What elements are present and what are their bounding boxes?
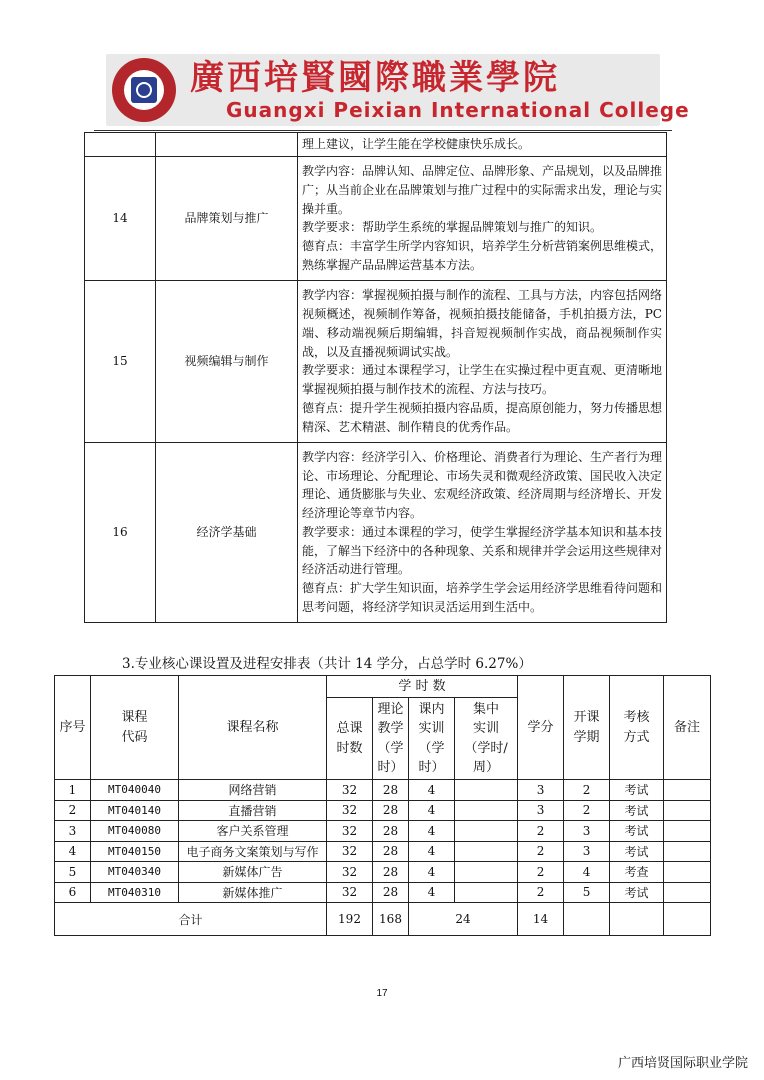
header-intensive: 集中 实训 （学时/ 周） <box>455 698 518 780</box>
teaching-requirement: 教学要求：通过本课程的学习，使学生掌握经济学基本知识和基本技能，了解当下经济中的各种现象、关系和规律并学会运用这些规律对经济活动进行管理。 <box>302 524 663 577</box>
cell-name: 网络营销 <box>179 780 327 801</box>
cell-credit: 2 <box>518 841 564 862</box>
cell-code: MT040150 <box>91 841 179 862</box>
cell-assessment: 考查 <box>610 862 664 883</box>
cell-assessment: 考试 <box>610 800 664 821</box>
cell-name: 新媒体推广 <box>179 882 327 903</box>
cell-seq: 4 <box>55 841 91 862</box>
school-name-cn: 廣西培賢國際職業學院 <box>190 58 560 98</box>
cell-total: 32 <box>327 800 373 821</box>
cell-practice: 4 <box>409 882 455 903</box>
cell-name: 客户关系管理 <box>179 821 327 842</box>
table-row <box>85 156 667 280</box>
teaching-content: 教学内容：品牌认知、品牌定位、品牌形象、产品规划，以及品牌推广；从当前企业在品牌策划与推广过程中的实际需求出发，理论与实操并重。 <box>302 163 663 216</box>
cell-seq: 2 <box>55 800 91 821</box>
school-logo-banner <box>106 54 690 126</box>
cell-total: 32 <box>327 882 373 903</box>
cell-intensive <box>455 821 518 842</box>
cell-seq: 6 <box>55 882 91 903</box>
cell-semester: 3 <box>564 841 610 862</box>
cell-intensive <box>455 862 518 883</box>
table-row <box>55 800 711 821</box>
table-row <box>55 862 711 883</box>
header-note: 备注 <box>664 676 711 780</box>
cell-intensive <box>455 882 518 903</box>
cell-code: MT040340 <box>91 862 179 883</box>
cell-code: MT040080 <box>91 821 179 842</box>
table-row <box>85 133 667 157</box>
teaching-content: 教学内容：掌握视频拍摄与制作的流程、工具与方法，内容包括网络视频概述，视频制作筹备，视频拍摄技能储备，手机拍摄方法，PC 端、移动端视频后期编辑，抖音短视频制作实战，商品视频制作实战，以及直播视频调试实战。 <box>302 288 663 359</box>
cell-practice: 4 <box>409 841 455 862</box>
table-row <box>55 821 711 842</box>
header-divider <box>94 130 672 131</box>
cell-credit: 2 <box>518 882 564 903</box>
cell-semester: 2 <box>564 780 610 801</box>
cell-note <box>664 862 711 883</box>
cell-intensive <box>455 800 518 821</box>
header-total: 总课 时数 <box>327 698 373 780</box>
teaching-requirement: 教学要求：通过本课程学习，让学生在实操过程中更直观、更清晰地掌握视频拍摄与制作技术的流程、方法与技巧。 <box>302 363 663 397</box>
header-theory: 理论 教学 （学 时） <box>373 698 409 780</box>
core-course-table <box>54 675 711 936</box>
row-number: 16 <box>85 442 156 622</box>
total-theory: 168 <box>373 903 409 936</box>
row-number: 15 <box>85 280 156 442</box>
moral-point: 德育点：丰富学生所学内容知识，培养学生分析营销案例思维模式，熟练掌握产品品牌运营基本方法。 <box>302 239 663 272</box>
cell-note <box>664 800 711 821</box>
section-title: 3.专业核心课设置及进程安排表（共计 14 学分，占总学时 6.27%） <box>122 656 532 672</box>
cell-credit: 3 <box>518 780 564 801</box>
course-name: 视频编辑与制作 <box>156 280 298 442</box>
moral-point: 德育点：提升学生视频拍摄内容品质，提高原创能力，努力传播思想精深、艺术精湛、制作精良的优秀作品。 <box>302 400 663 434</box>
table-row <box>55 780 711 801</box>
footer-school-name: 广西培贤国际职业学院 <box>617 1056 748 1071</box>
cell-total: 32 <box>327 841 373 862</box>
cell-theory: 28 <box>373 841 409 862</box>
cell-note <box>664 821 711 842</box>
row-number: 14 <box>85 156 156 280</box>
cell-theory: 28 <box>373 780 409 801</box>
cell-name: 电子商务文案策划与写作 <box>179 841 327 862</box>
cell-theory: 28 <box>373 800 409 821</box>
total-credit: 14 <box>518 903 564 936</box>
cell-credit: 2 <box>518 862 564 883</box>
teaching-content: 教学内容：经济学引入、价格理论、消费者行为理论、生产者行为理论、市场理论、分配理论、市场失灵和微观经济政策、国民收入决定理论、通货膨胀与失业、宏观经济政策、经济周期与经济增长、开发经济理论等章节内容。 <box>302 449 663 521</box>
cell-practice: 4 <box>409 821 455 842</box>
page-number: 17 <box>376 988 388 999</box>
cell-assessment: 考试 <box>610 821 664 842</box>
cell-note <box>664 780 711 801</box>
cell-theory: 28 <box>373 882 409 903</box>
header-credit: 学分 <box>518 676 564 780</box>
header-seq: 序号 <box>55 676 91 780</box>
cell-semester: 2 <box>564 800 610 821</box>
course-name: 品牌策划与推广 <box>156 156 298 280</box>
header-code: 课程 代码 <box>91 676 179 780</box>
cell-total: 32 <box>327 862 373 883</box>
cell-practice: 4 <box>409 800 455 821</box>
cell-credit: 3 <box>518 800 564 821</box>
table-row <box>85 280 667 442</box>
moral-point: 德育点：扩大学生知识面，培养学生学会运用经济学思维看待问题和思考问题，将经济学知识灵活运用到生活中。 <box>302 581 663 615</box>
teaching-requirement: 教学要求：帮助学生系统的掌握品牌策划与推广的知识。 <box>302 220 603 235</box>
cell-code: MT040140 <box>91 800 179 821</box>
cell-note <box>664 882 711 903</box>
cell-code: MT040040 <box>91 780 179 801</box>
table-row <box>55 882 711 903</box>
cell-seq: 5 <box>55 862 91 883</box>
header-hours-group: 学 时 数 <box>327 676 518 698</box>
cell-intensive <box>455 841 518 862</box>
cell-semester: 5 <box>564 882 610 903</box>
header-semester: 开课 学期 <box>564 676 610 780</box>
total-row <box>55 903 711 936</box>
cell-total: 32 <box>327 821 373 842</box>
cell-total: 32 <box>327 780 373 801</box>
cell-practice: 4 <box>409 862 455 883</box>
header-row <box>55 676 711 698</box>
school-seal-icon <box>112 58 176 122</box>
table-row <box>85 442 667 622</box>
cell-name: 直播营销 <box>179 800 327 821</box>
header-name: 课程名称 <box>179 676 327 780</box>
cell-assessment: 考试 <box>610 841 664 862</box>
course-description-table <box>84 132 667 623</box>
cell-semester: 3 <box>564 821 610 842</box>
total-practice: 24 <box>409 903 518 936</box>
total-label: 合计 <box>55 903 327 936</box>
course-description <box>298 156 667 280</box>
cell-note <box>664 841 711 862</box>
cell-semester: 4 <box>564 862 610 883</box>
cell-name: 新媒体广告 <box>179 862 327 883</box>
total-hours: 192 <box>327 903 373 936</box>
cell-code: MT040310 <box>91 882 179 903</box>
course-description <box>298 280 667 442</box>
cell-intensive <box>455 780 518 801</box>
cell-credit: 2 <box>518 821 564 842</box>
school-name-en: Guangxi Peixian International College <box>226 98 690 122</box>
course-description <box>298 442 667 622</box>
cell-theory: 28 <box>373 862 409 883</box>
cell-assessment: 考试 <box>610 882 664 903</box>
table-row <box>55 841 711 862</box>
course-name: 经济学基础 <box>156 442 298 622</box>
continued-text: 理上建议，让学生能在学校健康快乐成长。 <box>298 133 667 157</box>
cell-theory: 28 <box>373 821 409 842</box>
cell-assessment: 考试 <box>610 780 664 801</box>
cell-practice: 4 <box>409 780 455 801</box>
cell-seq: 3 <box>55 821 91 842</box>
header-practice: 课内 实训 （学 时） <box>409 698 455 780</box>
header-assessment: 考核 方式 <box>610 676 664 780</box>
cell-seq: 1 <box>55 780 91 801</box>
